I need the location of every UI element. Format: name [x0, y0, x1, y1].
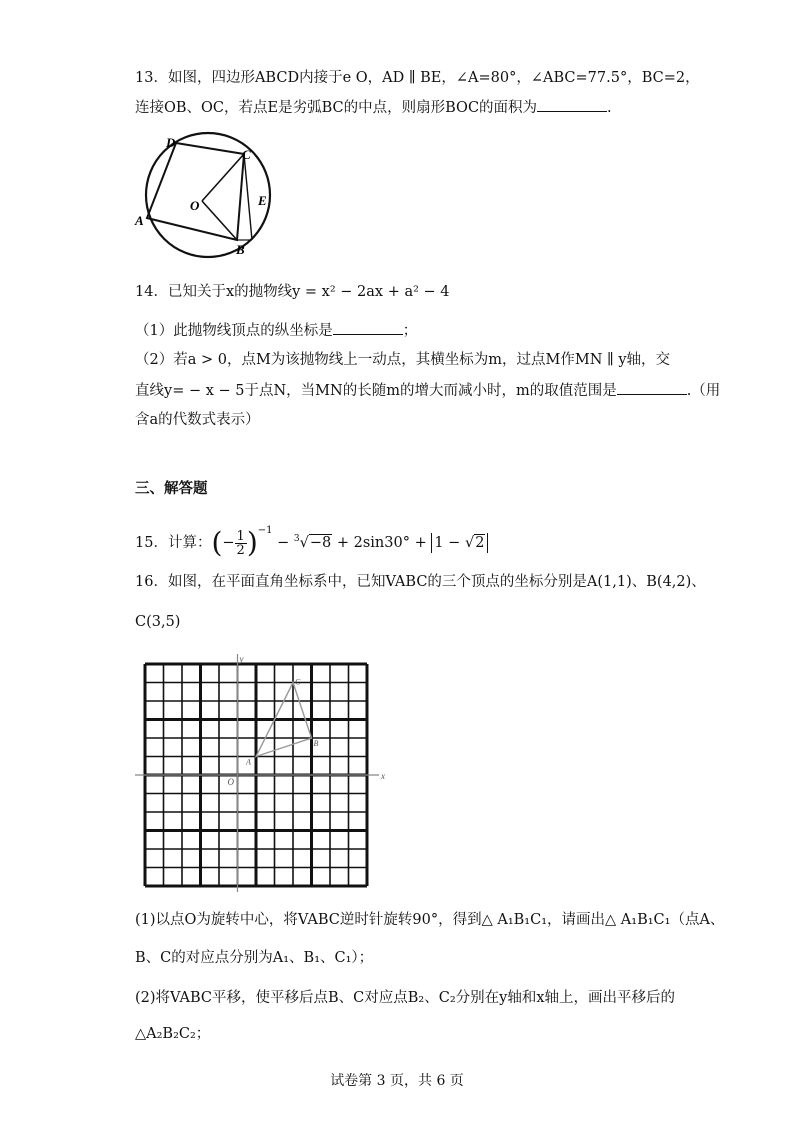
y-axis-label: y	[239, 654, 244, 664]
section-title: 三、解答题	[135, 480, 208, 497]
point-c-label: C	[295, 677, 301, 687]
q14-part2-line3: 含a的代数式表示）	[135, 412, 260, 428]
q15-abs-a: 1 −	[434, 535, 465, 551]
q15-cube-index: 3	[293, 534, 300, 545]
label-c: C	[242, 147, 251, 162]
q16-part2-line2: △A₂B₂C₂；	[135, 1026, 211, 1042]
q13-answer-blank[interactable]	[537, 97, 607, 112]
label-e: E	[258, 193, 267, 208]
q15-frac-num: 1	[236, 528, 245, 544]
q15-exponent: −1	[257, 525, 273, 536]
segment-ce	[244, 154, 252, 240]
q16-line1: 16．如图，在平面直角坐标系中，已知VABC的三个顶点的坐标分别是A(1,1)、B(4,2)、	[135, 574, 706, 590]
q13-line2-text: 连接OB、OC，若点E是劣弧BC的中点，则扇形BOC的面积为	[135, 100, 538, 116]
q15-frac-den: 2	[236, 542, 245, 558]
q14-part1	[135, 320, 665, 341]
q15-rest-b: + 2sin30° +	[332, 535, 432, 551]
point-b-label: B	[313, 739, 319, 748]
q14-part2-line2-end: .（用	[686, 383, 721, 399]
q13-line2	[135, 97, 665, 118]
q16-part1-line2: B、C的对应点分别为A₁、B₁、C₁）；	[135, 950, 374, 966]
q16-line2: C(3,5)	[135, 614, 181, 630]
q15-cube-radicand: −8	[309, 535, 332, 551]
q15-expression: 15．计算：(− $\frac{1}{2}$ )$^{-1}$ − $^3$√−8 + 2sin30° + 1 − √2	[135, 516, 665, 546]
q13-line2-end: .	[607, 100, 612, 116]
q15-fraction	[235, 530, 247, 557]
label-b: B	[236, 242, 245, 257]
segment-oc	[202, 154, 244, 201]
q14-stem: 14．已知关于x的抛物线y = x² − 2ax + a² − 4	[135, 284, 450, 300]
q14-part2-line1: （2）若a > 0，点M为该抛物线上一动点，其横坐标为m，过点M作MN ∥ y轴，交	[135, 352, 671, 368]
q14-part2-line2	[135, 380, 721, 401]
q14-part2-blank[interactable]	[617, 380, 687, 395]
segment-ob	[202, 201, 237, 240]
q15-rest-a: −	[272, 535, 294, 551]
q15-abs: 1 − √2	[431, 533, 488, 553]
label-o: O	[190, 198, 200, 213]
q14-part2-line2-text: 直线y= − x − 5于点N，当MN的长随m的增大而减小时，m的取值范围是	[135, 383, 617, 399]
q13-line1: 13．如图，四边形ABCD内接于e O，AD ∥ BE，∠A=80°，∠ABC=77.5°，BC=2，	[135, 70, 700, 86]
q14-part1-end: ；	[402, 323, 418, 339]
q16-coordinate-grid	[135, 652, 385, 892]
q16-part1-line1: (1)以点O为旋转中心，将VABC逆时针旋转90°，得到△ A₁B₁C₁，请画出△ A₁B₁C₁（点A、	[135, 912, 725, 928]
label-d: D	[166, 135, 176, 150]
q15-abs-radicand: 2	[475, 535, 485, 551]
q16-part2-line1: (2)将VABC平移，使平移后点B、C对应点B₂、C₂分别在y轴和x轴上，画出平移后的	[135, 990, 676, 1006]
page-footer: 试卷第 3 页，共 6 页	[330, 1073, 464, 1089]
origin-label: O	[227, 777, 234, 787]
q14-part1-text: （1）此抛物线顶点的纵坐标是	[135, 323, 333, 339]
q13-circle-figure	[130, 130, 290, 260]
label-a: A	[135, 213, 144, 228]
quadrilateral-abcd	[147, 143, 244, 240]
q15-paren-close: )	[246, 526, 258, 559]
q14-part1-blank[interactable]	[333, 320, 403, 335]
x-axis-label: x	[381, 771, 385, 781]
q15-paren-open: (	[211, 526, 223, 559]
q15-prefix: 15．计算：	[135, 535, 212, 551]
point-a-label: A	[246, 757, 251, 767]
